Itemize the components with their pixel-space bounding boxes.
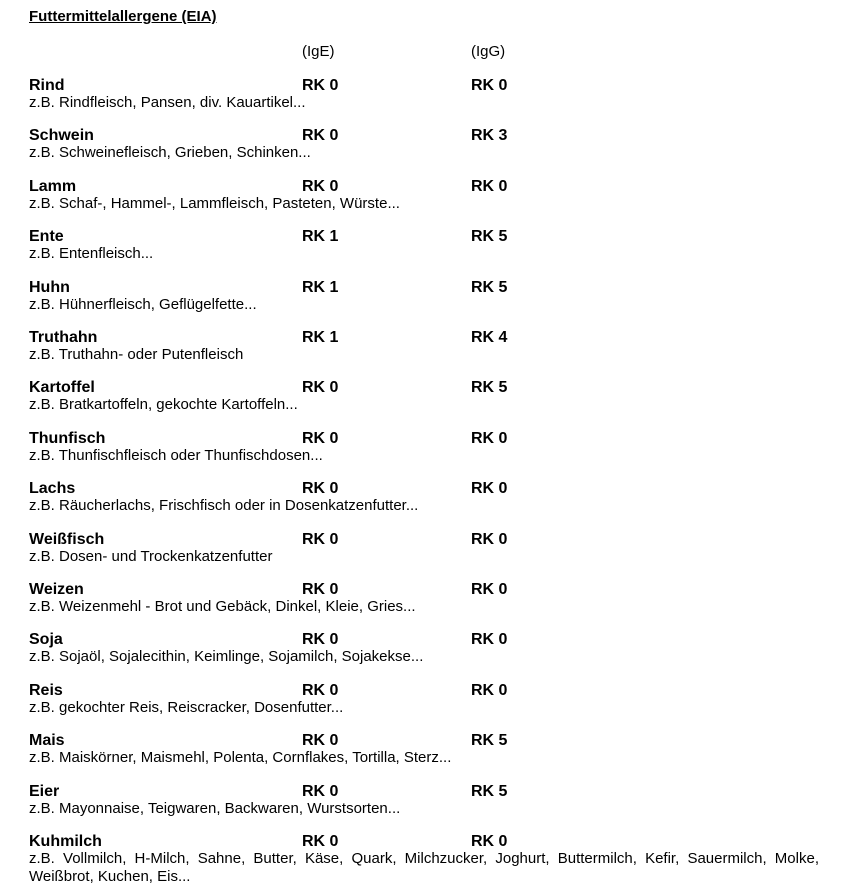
allergen-name: Reis	[29, 681, 63, 699]
allergen-name: Kuhmilch	[29, 833, 102, 850]
allergen-examples: z.B. Hühnerfleisch, Geflügelfette...	[29, 295, 257, 313]
ige-result: RK 0	[302, 379, 339, 397]
allergen-examples: z.B. Truthahn- oder Putenfleisch	[29, 346, 244, 363]
igg-result: RK 0	[471, 631, 508, 649]
ige-result: RK 0	[302, 127, 339, 145]
igg-result: RK 0	[471, 480, 508, 498]
allergen-examples: z.B. Sojaöl, Sojalecithin, Keimlinge, Sojamilch, Sojakekse...	[29, 648, 424, 666]
ige-result: RK 0	[302, 429, 339, 447]
igg-result: RK 0	[471, 581, 508, 598]
igg-result: RK 0	[471, 530, 508, 548]
allergen-name: Ente	[29, 228, 64, 246]
allergen-name: Kartoffel	[29, 379, 95, 397]
allergen-name: Lachs	[29, 480, 76, 498]
allergen-examples: z.B. Räucherlachs, Frischfisch oder in Dosenkatzenfutter...	[29, 497, 419, 515]
igg-result: RK 5	[471, 278, 508, 296]
igg-result: RK 0	[471, 833, 508, 850]
ige-result: RK 0	[302, 177, 339, 195]
ige-result: RK 0	[302, 681, 339, 699]
allergen-name: Huhn	[29, 278, 70, 296]
ige-result: RK 0	[302, 480, 339, 498]
ige-result: RK 0	[302, 782, 339, 800]
allergen-examples: z.B. Weizenmehl - Brot und Gebäck, Dinkel, Kleie, Gries...	[29, 598, 416, 615]
ige-result: RK 1	[302, 228, 339, 246]
allergen-name: Schwein	[29, 127, 94, 145]
igg-result: RK 5	[471, 782, 508, 800]
ige-result: RK 0	[302, 581, 339, 598]
allergen-examples: z.B. Vollmilch, H-Milch, Sahne, Butter, Käse, Quark, Milchzucker, Joghurt, Buttermilch, Kefir, Sauermilch, Molke, Weißbrot, Kuchen, Eis...	[29, 850, 819, 885]
igg-result: RK 0	[471, 77, 508, 94]
igg-result: RK 3	[471, 127, 508, 145]
igg-result: RK 5	[471, 732, 508, 750]
allergen-examples: z.B. Entenfleisch...	[29, 245, 154, 263]
ige-result: RK 0	[302, 77, 339, 94]
allergen-name: Weizen	[29, 581, 84, 598]
report-title: Futtermittelallergene (EIA)	[29, 8, 217, 25]
ige-result: RK 1	[302, 329, 339, 346]
ige-result: RK 1	[302, 278, 339, 296]
allergen-name: Eier	[29, 782, 60, 800]
allergen-examples: z.B. Maiskörner, Maismehl, Polenta, Cornflakes, Tortilla, Sterz...	[29, 749, 452, 767]
igg-result: RK 5	[471, 228, 508, 246]
igg-result: RK 0	[471, 681, 508, 699]
allergen-name: Rind	[29, 77, 65, 94]
allergen-name: Weißfisch	[29, 530, 105, 548]
column-header-ige: (IgE)	[302, 43, 335, 60]
allergen-name: Mais	[29, 732, 65, 750]
ige-result: RK 0	[302, 530, 339, 548]
ige-result: RK 0	[302, 732, 339, 750]
allergen-examples: z.B. Schaf-, Hammel-, Lammfleisch, Pasteten, Würste...	[29, 194, 400, 212]
allergen-name: Thunfisch	[29, 429, 106, 447]
allergen-examples: z.B. Schweinefleisch, Grieben, Schinken...	[29, 144, 311, 162]
allergen-examples: z.B. gekochter Reis, Reiscracker, Dosenfutter...	[29, 698, 344, 716]
igg-result: RK 0	[471, 177, 508, 195]
allergen-name: Soja	[29, 631, 63, 649]
column-header-igg: (IgG)	[471, 43, 506, 60]
allergen-name: Truthahn	[29, 329, 98, 346]
allergen-examples: z.B. Dosen- und Trockenkatzenfutter	[29, 547, 273, 565]
igg-result: RK 4	[471, 329, 508, 346]
allergen-examples: z.B. Rindfleisch, Pansen, div. Kauartikel...	[29, 94, 306, 111]
allergen-examples: z.B. Thunfischfleisch oder Thunfischdosen...	[29, 446, 323, 464]
igg-result: RK 5	[471, 379, 508, 397]
allergen-examples: z.B. Bratkartoffeln, gekochte Kartoffeln...	[29, 396, 298, 414]
ige-result: RK 0	[302, 833, 339, 850]
ige-result: RK 0	[302, 631, 339, 649]
allergen-name: Lamm	[29, 177, 77, 195]
igg-result: RK 0	[471, 429, 508, 447]
allergen-examples: z.B. Mayonnaise, Teigwaren, Backwaren, Wurstsorten...	[29, 799, 401, 817]
